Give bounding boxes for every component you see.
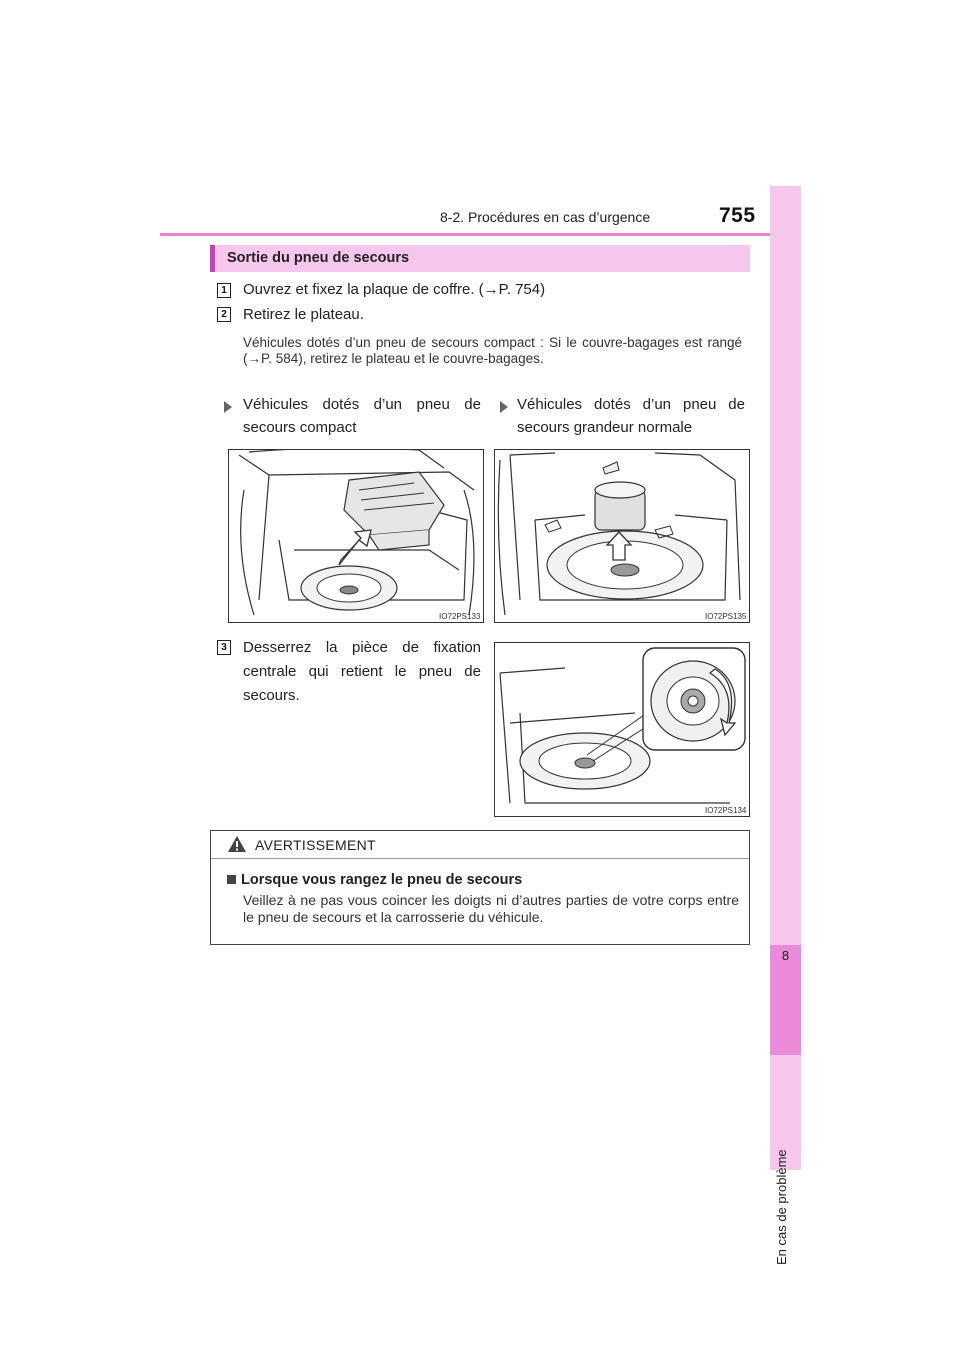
page-number: 755 — [719, 204, 756, 227]
step-2-text: Retirez le plateau. — [243, 306, 364, 323]
step-number-2: 2 — [217, 307, 231, 322]
step-3-text: Desserrez la pièce de fixation centrale qui retient le pneu de secours. — [243, 639, 481, 704]
chapter-title-wrap — [774, 1060, 798, 1265]
bullet-triangle-icon — [500, 401, 508, 413]
warning-subtitle: Lorsque vous rangez le pneu de secours — [241, 872, 523, 888]
step-number-1: 1 — [217, 283, 231, 298]
warning-subtitle-row — [227, 872, 522, 888]
illustration-compact-spare — [228, 449, 484, 623]
illustration-code-left: IO72PS133 — [439, 612, 481, 621]
illustration-code-bottom: IO72PS134 — [705, 806, 747, 815]
warning-body: Veillez à ne pas vous coincer les doigts ni d’autres parties de votre corps entre le pneu de secours et la carrosserie du véhicule. — [243, 892, 739, 925]
warning-box — [210, 830, 750, 945]
warning-label: AVERTISSEMENT — [255, 837, 376, 853]
illustration-loosen-fixture — [494, 642, 750, 817]
warning-header — [211, 831, 749, 859]
bullet-triangle-icon — [224, 401, 232, 413]
step-number-3: 3 — [217, 640, 231, 655]
illustration-full-size-spare — [494, 449, 750, 623]
caption-full-size: Véhicules dotés d’un pneu de secours grandeur normale — [517, 396, 745, 436]
illustration-code-right: IO72PS135 — [705, 612, 747, 621]
step-1-text: Ouvrez et fixez la plaque de coffre. (→P. 754) — [243, 281, 546, 298]
section-header — [210, 245, 750, 272]
trunk-compact-drawing — [229, 450, 483, 622]
trunk-loosen-drawing — [495, 643, 749, 816]
section-title: Sortie du pneu de secours — [227, 250, 410, 266]
running-header: 8-2. Procédures en cas d’urgence — [440, 209, 651, 225]
header-rule — [160, 233, 800, 236]
trunk-full-size-drawing — [495, 450, 749, 622]
warning-triangle-icon — [227, 835, 247, 853]
chapter-number: 8 — [781, 948, 790, 963]
caption-compact: Véhicules dotés d’un pneu de secours compact — [243, 396, 481, 436]
step-2-note: Véhicules dotés d’un pneu de secours compact : Si le couvre-bagages est rangé (→P. 584), retirez le plateau et le couvre-bagages. — [243, 335, 742, 366]
chapter-title: En cas de problème — [774, 1149, 789, 1265]
square-bullet-icon — [227, 875, 236, 884]
